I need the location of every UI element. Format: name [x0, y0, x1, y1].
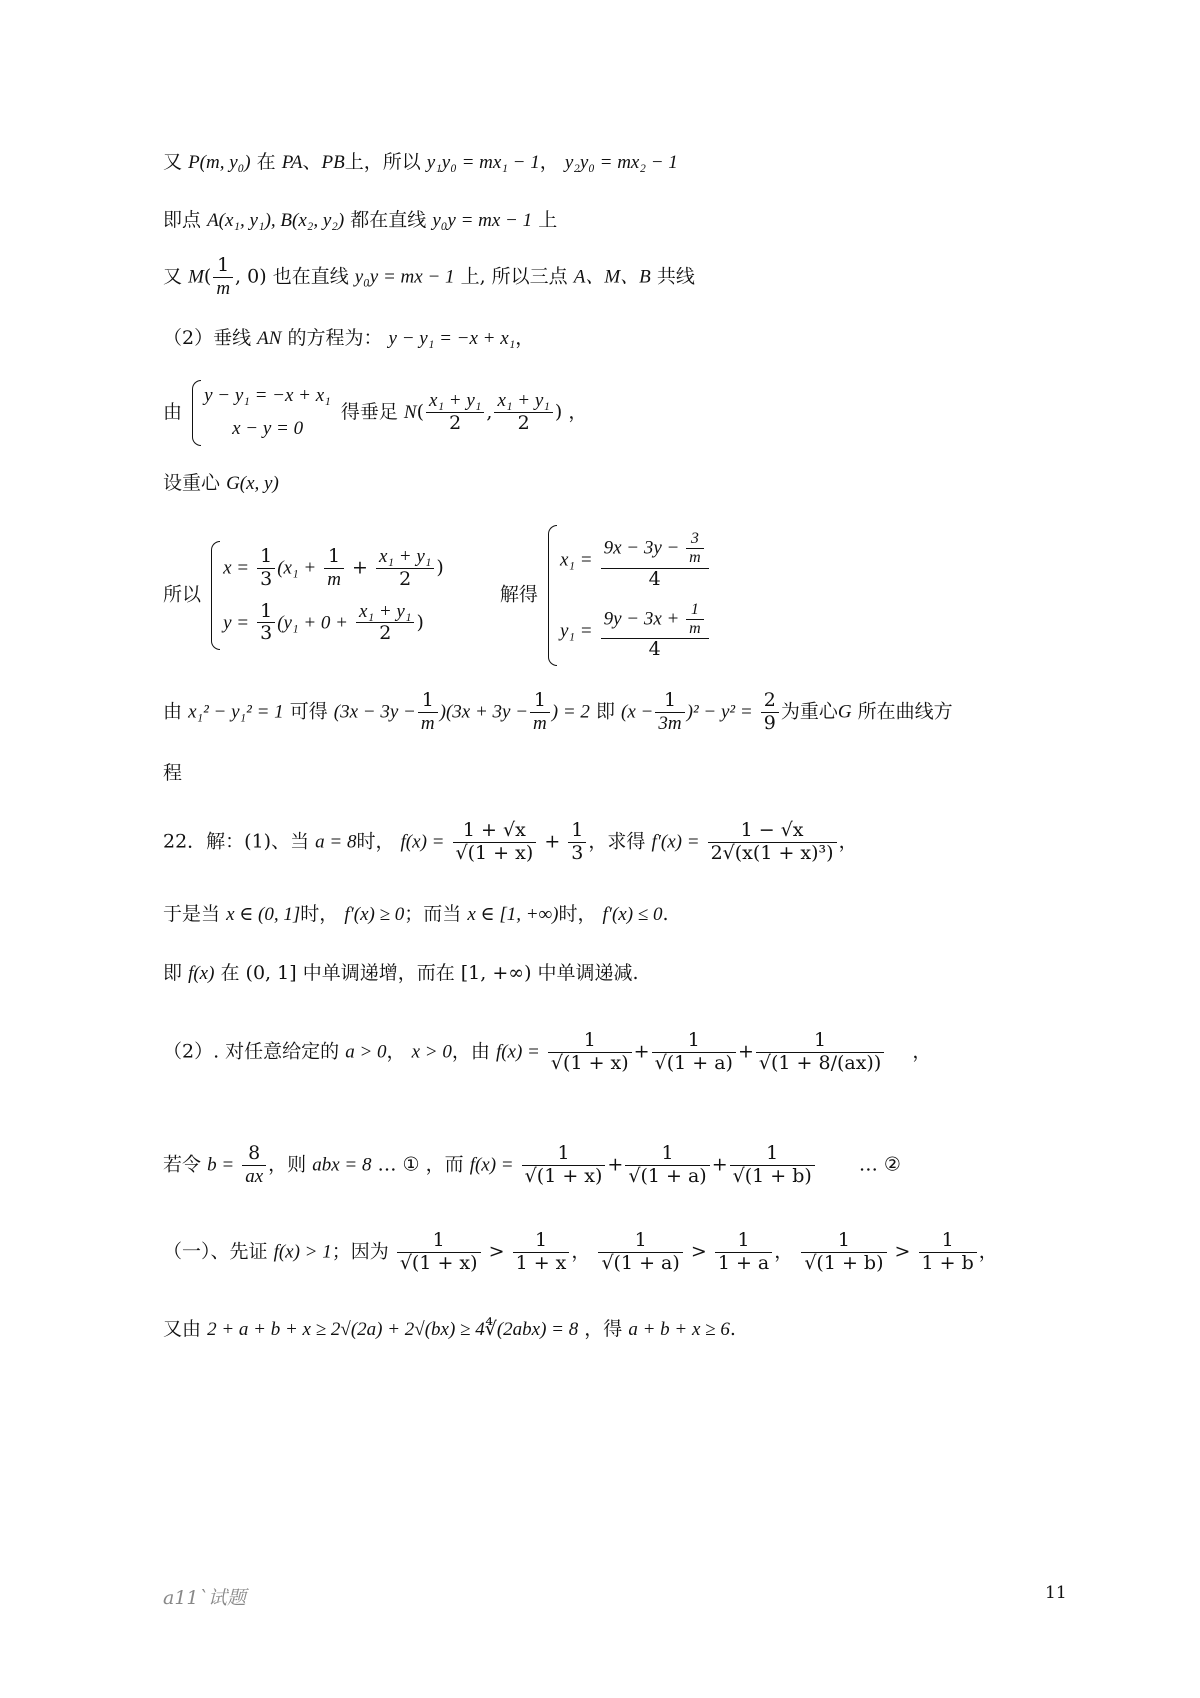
math-fraction [513, 1230, 570, 1275]
fraction-numerator: 1 [598, 1230, 682, 1253]
math-fraction [213, 255, 233, 300]
math-symbol: ( [203, 265, 212, 288]
math-symbol: f′(x) = [651, 831, 700, 853]
fraction-numerator: 1 [257, 546, 275, 569]
text: 上, 所以三点 [460, 265, 568, 288]
math-fraction [686, 601, 704, 639]
text: ，而 [425, 1153, 464, 1176]
math-equation: abx = 8 [312, 1154, 372, 1176]
math-fraction [426, 390, 484, 435]
line-2 [163, 209, 557, 233]
fraction-numerator: 1 [397, 1230, 481, 1253]
line-11 [163, 903, 669, 927]
fraction-denominator: 1 + a [717, 1251, 770, 1274]
fraction-denominator: √(1 + b) [804, 1251, 884, 1274]
text: ， [515, 327, 535, 349]
math-fraction [494, 390, 552, 435]
math-symbol: 9x − 3y − [603, 537, 680, 559]
math-inequality: x > 0 [411, 1041, 452, 1063]
fraction-numerator [601, 530, 709, 569]
equation-system [548, 525, 711, 666]
text: （2）. 对任意给定的 [163, 1040, 340, 1063]
fraction-numerator: 1 [625, 1143, 709, 1166]
math-point-m: M [188, 266, 204, 288]
math-equation: x₁² − y₁² = 1 [188, 701, 284, 723]
text: 中单调递增，而在 [302, 962, 455, 984]
text: 设重心 [163, 472, 221, 494]
line-5 [163, 380, 587, 446]
math-points: A、M、B [573, 266, 651, 288]
fraction-denominator: √(1 + b) [732, 1164, 812, 1187]
fraction-numerator: 1 [568, 820, 586, 843]
equation-marker: … ① [377, 1153, 420, 1176]
text: 为重心 [780, 700, 838, 723]
math-symbol: > [894, 1240, 911, 1263]
math-symbol: f(x) = [469, 1154, 514, 1176]
line-3 [163, 255, 695, 300]
math-points: A(x₁, y₁), B(x₂, y₂) [207, 210, 345, 231]
math-fraction [919, 1230, 977, 1275]
fraction-denominator: 9 [763, 711, 776, 734]
text: ， [539, 151, 559, 173]
text: 都在直线 [350, 209, 427, 231]
text: 由 [163, 700, 183, 723]
math-symbol: + [544, 830, 561, 853]
math-interval: (0, 1] [245, 962, 297, 984]
math-fraction [625, 1143, 709, 1188]
math-fraction [655, 690, 684, 735]
math-symbol: , 0) [235, 265, 267, 288]
fraction-numerator: 1 [530, 690, 550, 713]
fraction-denominator: √(1 + x) [524, 1164, 603, 1187]
math-symbol: x = [223, 557, 250, 579]
fraction-denominator: 3 [260, 622, 273, 645]
fraction-numerator: 1 [513, 1230, 570, 1253]
fraction-denominator: 3m [658, 712, 682, 734]
text: ， [571, 1240, 591, 1263]
text: （2）垂线 [163, 327, 252, 349]
text: 时， [300, 903, 339, 925]
fraction-denominator: m [327, 568, 341, 590]
math-fraction [756, 1030, 884, 1075]
text: 又 [163, 265, 183, 288]
math-fraction [730, 1143, 815, 1188]
system-row [560, 596, 711, 667]
text: ， [386, 1040, 406, 1063]
text: 得垂足 [340, 400, 398, 423]
math-symbol: f(x) [188, 963, 215, 984]
text: 在 [220, 962, 240, 984]
text: 又 [163, 151, 183, 173]
math-symbol: )² − y² = [686, 701, 753, 723]
math-symbol: 9y − 3x + [603, 607, 680, 629]
equation-system [192, 380, 331, 446]
fraction-numerator: 1 + √x [453, 820, 537, 843]
text: ， [568, 400, 588, 423]
math-fraction [530, 690, 550, 735]
text: ， [912, 1040, 932, 1063]
text: 中单调递减. [537, 962, 639, 984]
math-interval: x ∈ [1, +∞) [467, 904, 559, 925]
line-15 [163, 1230, 998, 1275]
math-fraction [652, 1030, 736, 1075]
line-7 [163, 525, 715, 666]
text: 22．解：(1)、当 [163, 830, 310, 853]
math-fraction [715, 1230, 772, 1275]
line-9 [163, 762, 182, 785]
fraction-denominator: √(1 + a) [628, 1164, 707, 1187]
text: 于是当 [163, 903, 221, 925]
math-inequality: a + b + x ≥ 6 [628, 1319, 730, 1340]
math-symbol: ) [416, 610, 424, 633]
text: ，则 [268, 1153, 307, 1176]
fraction-denominator: 4 [648, 567, 661, 590]
fraction-numerator: 1 [801, 1230, 886, 1253]
math-symbol: f(x) = [400, 831, 445, 853]
math-fraction [257, 546, 275, 591]
math-fraction [601, 530, 709, 591]
line-1 [163, 151, 678, 175]
page-number: 11 [1045, 1583, 1067, 1603]
fraction-numerator: x₁ + y₁ [426, 390, 484, 413]
text: 又由 [163, 1318, 202, 1340]
math-symbol: y = [223, 611, 250, 633]
text: 所在曲线方 [857, 700, 953, 723]
fraction-denominator: 3 [571, 841, 584, 864]
text: 时， [356, 830, 395, 853]
math-fraction [686, 530, 704, 568]
math-fraction [257, 601, 275, 646]
text: 、 [302, 151, 322, 173]
math-symbol: > [488, 1240, 505, 1263]
fraction-denominator: √(1 + a) [654, 1051, 733, 1074]
math-interval: [1, +∞) [460, 962, 532, 984]
text: ；因为 [331, 1240, 389, 1263]
text: 共线 [656, 265, 695, 288]
system-row: y − y₁ = −x + x₁ [204, 385, 331, 406]
math-symbol: y₁ = [559, 619, 593, 641]
fraction-numerator: 1 [257, 601, 275, 624]
fraction-denominator: 1 + x [515, 1251, 567, 1274]
fraction-denominator: √(1 + 8/(ax)) [758, 1051, 882, 1074]
math-fraction [324, 546, 344, 591]
fraction-denominator: 2 [379, 622, 392, 645]
fraction-numerator: 1 [548, 1030, 632, 1053]
math-symbol: ) = 2 [551, 701, 590, 723]
text: 即点 [163, 209, 202, 231]
text: 也在直线 [272, 265, 349, 288]
text: 在 [256, 151, 276, 173]
fraction-denominator: 2 [449, 412, 462, 435]
math-fraction [801, 1230, 886, 1275]
text: 程 [163, 762, 183, 784]
fraction-denominator: m [689, 620, 701, 638]
text: 上，所以 [344, 151, 421, 173]
fraction-denominator: 2 [517, 412, 530, 435]
math-symbol: ) [554, 400, 563, 423]
footer-label: a11`试题 [163, 1587, 247, 1609]
fraction-denominator: 1 + b [921, 1251, 974, 1274]
math-symbol: > [690, 1240, 707, 1263]
math-fraction [601, 601, 709, 662]
math-point-n: N [403, 401, 417, 423]
system-row: x − y = 0 [232, 417, 304, 439]
math-fraction [242, 1143, 266, 1188]
math-symbol: (y₁ + 0 + [277, 611, 348, 633]
fraction-denominator: 3 [260, 567, 273, 590]
fraction-numerator: x₁ + y₁ [356, 601, 414, 624]
text: 即 [163, 962, 183, 984]
text: 所以 [163, 583, 202, 606]
text: （一）、先证 [163, 1240, 268, 1263]
fraction-numerator: 2 [761, 690, 779, 713]
system-row [560, 525, 711, 596]
fraction-denominator: √(1 + a) [601, 1251, 680, 1274]
line-14: 若令 b = $\frac{8}{ax}$ ，则 abx = 8 … ① ，而 f(x) = $\frac{1}{√(1 + x)}$ + $\frac{1}{√(1 + a)}$ + $\frac{1}{√(1 + b)}$ … ② [163, 1142, 901, 1187]
text: ， [838, 830, 858, 853]
math-symbol: x₁ = [559, 549, 593, 571]
fraction-numerator: x₁ + y₁ [376, 546, 434, 569]
math-fraction [598, 1230, 682, 1275]
math-equation: y₂y₀ = mx₂ − 1 [564, 152, 678, 173]
fraction-denominator: m [216, 277, 231, 299]
math-point-g: G(x, y) [226, 473, 279, 494]
line-6 [163, 472, 279, 496]
equation-system [211, 541, 444, 650]
fraction-numerator: 3 [686, 530, 704, 549]
math-symbol: (3x − 3y − [333, 701, 416, 723]
text: . [729, 1318, 736, 1340]
line-16 [163, 1318, 736, 1342]
math-fraction [761, 690, 779, 735]
system-row [223, 541, 444, 596]
math-inequality: a > 0 [345, 1041, 387, 1063]
math-symbol: ) [436, 556, 444, 579]
math-equation: y₀y = mx − 1 [354, 266, 455, 288]
math-interval: x ∈ (0, 1] [226, 904, 301, 925]
line-4 [163, 327, 534, 351]
fraction-numerator [601, 601, 709, 640]
text: ， [978, 1240, 998, 1263]
fraction-numerator: 1 [715, 1230, 772, 1253]
text: 即 [595, 700, 615, 723]
math-fraction [418, 690, 438, 735]
text: 的方程为： [287, 327, 383, 349]
fraction-denominator: √(1 + x) [399, 1251, 478, 1274]
math-line-pb: PB [321, 152, 345, 173]
math-symbol: ( [416, 400, 425, 423]
math-fraction [548, 1030, 632, 1075]
fraction-denominator: √(1 + x) [550, 1051, 629, 1074]
math-point-g: G [837, 701, 852, 723]
fraction-numerator: 1 [324, 546, 344, 569]
math-point-p: P(m, y₀) [188, 152, 251, 173]
math-symbol: )(3x + 3y − [439, 701, 529, 723]
fraction-numerator: 1 [756, 1030, 884, 1053]
math-inequality: f(x) > 1 [273, 1241, 332, 1263]
fraction-numerator: x₁ + y₁ [494, 390, 552, 413]
math-fraction [522, 1143, 606, 1188]
fraction-denominator: 2 [399, 567, 412, 590]
math-equation: a = 8 [315, 831, 357, 853]
fraction-numerator: 1 [686, 601, 704, 620]
math-fraction [708, 820, 837, 865]
math-symbol: f(x) = [495, 1041, 540, 1063]
text: ， [774, 1240, 794, 1263]
text: ，得 [584, 1318, 623, 1340]
math-symbol: + [351, 556, 368, 579]
text: ，由 [451, 1040, 490, 1063]
math-symbol: b = [207, 1154, 235, 1176]
math-equation: y − y₁ = −x + x₁ [388, 328, 516, 349]
fraction-numerator: 1 [418, 690, 438, 713]
fraction-numerator: 1 [919, 1230, 977, 1253]
math-symbol: (x − [621, 701, 654, 723]
fraction-numerator: 8 [242, 1143, 266, 1166]
fraction-numerator: 1 [730, 1143, 815, 1166]
text: 上 [538, 209, 558, 231]
text: ，求得 [588, 830, 646, 853]
text: 时， [558, 903, 597, 925]
math-symbol: , [486, 400, 493, 423]
math-fraction [568, 820, 586, 865]
math-inequality: f′(x) ≥ 0 [344, 904, 405, 925]
fraction-numerator: 1 [655, 690, 684, 713]
math-fraction [453, 820, 537, 865]
math-fraction [356, 601, 414, 646]
text: . [662, 903, 669, 925]
fraction-numerator: 1 [652, 1030, 736, 1053]
equation-marker: … ② [858, 1153, 901, 1176]
text: ；而当 [404, 903, 462, 925]
fraction-denominator: m [689, 549, 701, 567]
math-symbol: (x₁ + [277, 557, 317, 579]
text: 解得 [499, 583, 538, 606]
math-equation: 2 + a + b + x ≥ 2√(2a) + 2√(bx) ≥ 4∜(2abx) = 8 [207, 1319, 579, 1340]
fraction-denominator: 2√(x(1 + x)³) [710, 841, 834, 864]
fraction-denominator: ax [245, 1165, 264, 1187]
math-equation: y₀y = mx − 1 [432, 210, 533, 231]
fraction-numerator: 1 − √x [708, 820, 837, 843]
text: 由 [163, 400, 183, 423]
fraction-denominator: m [533, 712, 547, 734]
fraction-denominator: √(1 + x) [455, 841, 534, 864]
line-8 [163, 690, 953, 735]
math-equation: y₁y₀ = mx₁ − 1 [426, 152, 540, 173]
fraction-numerator: 1 [213, 255, 233, 278]
line-12 [163, 962, 639, 986]
line-13: （2）. 对任意给定的 a > 0， x > 0，由 f(x) = $\frac{1}{√(1 + x)}$ + $\frac{1}{√(1 + a)}$ + $\frac{1}{√(1 + 8/(ax))}$ ， [163, 1029, 932, 1074]
fraction-numerator: 1 [522, 1143, 606, 1166]
fraction-denominator: m [420, 712, 435, 734]
line-10 [163, 820, 858, 865]
math-line-an: AN [257, 328, 282, 349]
math-fraction [376, 546, 434, 591]
fraction-denominator: 4 [648, 638, 661, 661]
math-line-pa: PA [281, 152, 303, 173]
text: 可得 [289, 700, 328, 723]
system-row [223, 596, 444, 651]
text: 若令 [163, 1153, 202, 1176]
math-fraction [397, 1230, 481, 1275]
math-inequality: f′(x) ≤ 0 [602, 904, 663, 925]
